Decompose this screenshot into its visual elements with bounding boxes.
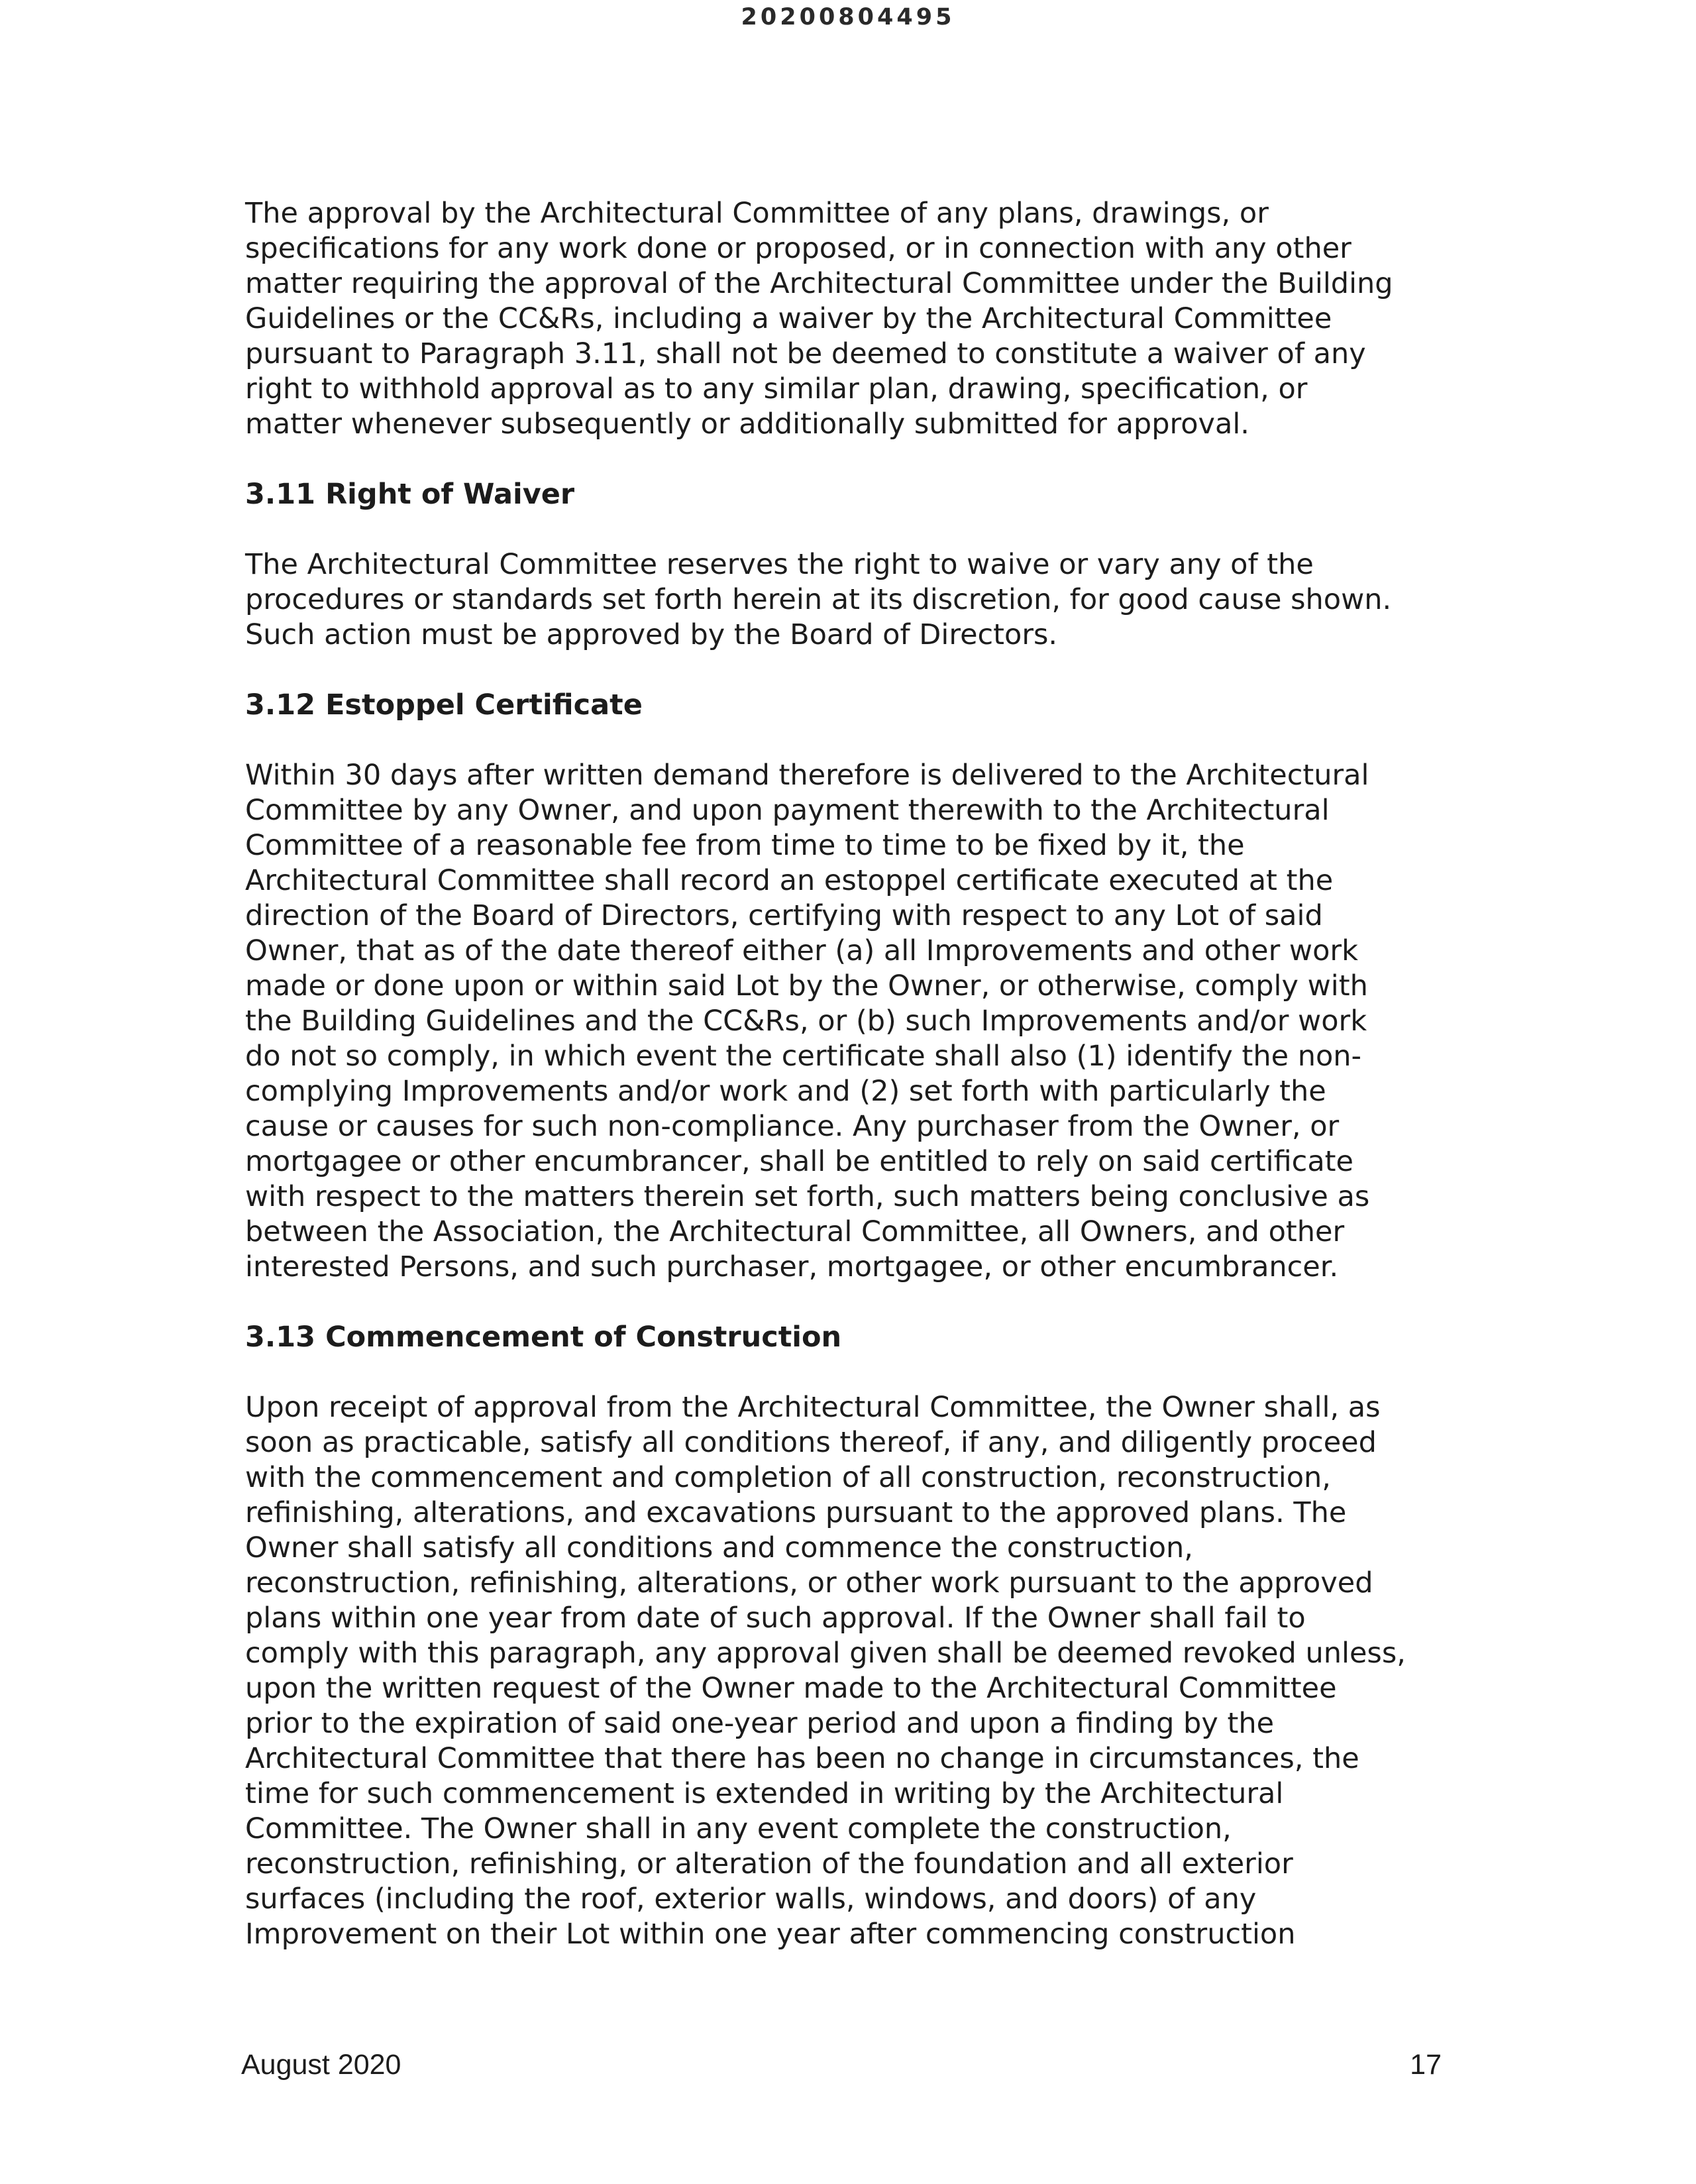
section-text-estoppel-certificate: Within 30 days after written demand therefore is delivered to the Architectural Committee by any Owner, and upon payment therewith to the Architectural Committee of a reasonable fee from time to time to be fixed by it, the Architectural Committee shall record an estoppel certificate executed at the direction of the Board of Directors, certifying with respect to any Lot of said Owner, that as of the date thereof either (a) all Improvements and other work made or done upon or within said Lot by the Owner, or otherwise, comply with the Building Guidelines and the CC&Rs, or (b) such Improvements and/or work do not so comply, in which event the certificate shall also (1) identify the non- complying Improvements and/or work and (2) set forth with particularly the cause or causes for such non-compliance. Any purchaser from the Owner, or mortgagee or other encumbrancer, shall be entitled to rely on said certificate with respect to the matters therein set forth, such matters being conclusive as between the Association, the Architectural Committee, all Owners, and other interested Persons, and such purchaser, mortgagee, or other encumbrancer. [245, 759, 1370, 1283]
section-text-commencement-of-construction: Upon receipt of approval from the Architectural Committee, the Owner shall, as soon as practicable, satisfy all conditions thereof, if any, and diligently proceed with the commencement and completion of all construction, reconstruction, refinishing, alterations, and excavations pursuant to the approved plans. The Owner shall satisfy all conditions and commence the construction, reconstruction, refinishing, alterations, or other work pursuant to the approved plans within one year from date of such approval. If the Owner shall fail to comply with this paragraph, any approval given shall be deemed revoked unless, upon the written request of the Owner made to the Architectural Committee prior to the expiration of said one-year period and upon a finding by the Architectural Committee that there has been no change in circumstances, the time for such commencement is extended in writing by the Architectural Committee. The Owner shall in any event complete the construction, reconstruction, refinishing, or alteration of the foundation and all exterior surfaces (including the roof, exterior walls, windows, and doors) of any Improvement on their Lot within one year after commencing construction [245, 1391, 1406, 1951]
section-text-right-of-waiver: The Architectural Committee reserves the right to waive or vary any of the procedures or standards set forth herein at its discretion, for good cause shown. Such action must be approved by the Board of Directors. [245, 548, 1392, 651]
section-heading-commencement-of-construction: 3.13 Commencement of Construction [245, 1321, 842, 1354]
intro-paragraph: The approval by the Architectural Committee of any plans, drawings, or specifications for any work done or proposed, or in connection with any other matter requiring the approval of the Architectural Committee under the Building Guidelines or the CC&Rs, including a waiver by the Architectural Committee pursuant to Paragraph 3.11, shall not be deemed to constitute a waiver of any right to withhold approval as to any similar plan, drawing, specification, or matter whenever subsequently or additionally submitted for approval. [245, 197, 1393, 441]
document-number: 20200804495 [741, 4, 955, 30]
section-heading-estoppel-certificate: 3.12 Estoppel Certificate [245, 688, 643, 722]
section-heading-right-of-waiver: 3.11 Right of Waiver [245, 478, 575, 511]
document-body [245, 196, 1458, 1952]
page-number: 17 [1410, 2049, 1442, 2081]
footer-date: August 2020 [241, 2049, 401, 2081]
